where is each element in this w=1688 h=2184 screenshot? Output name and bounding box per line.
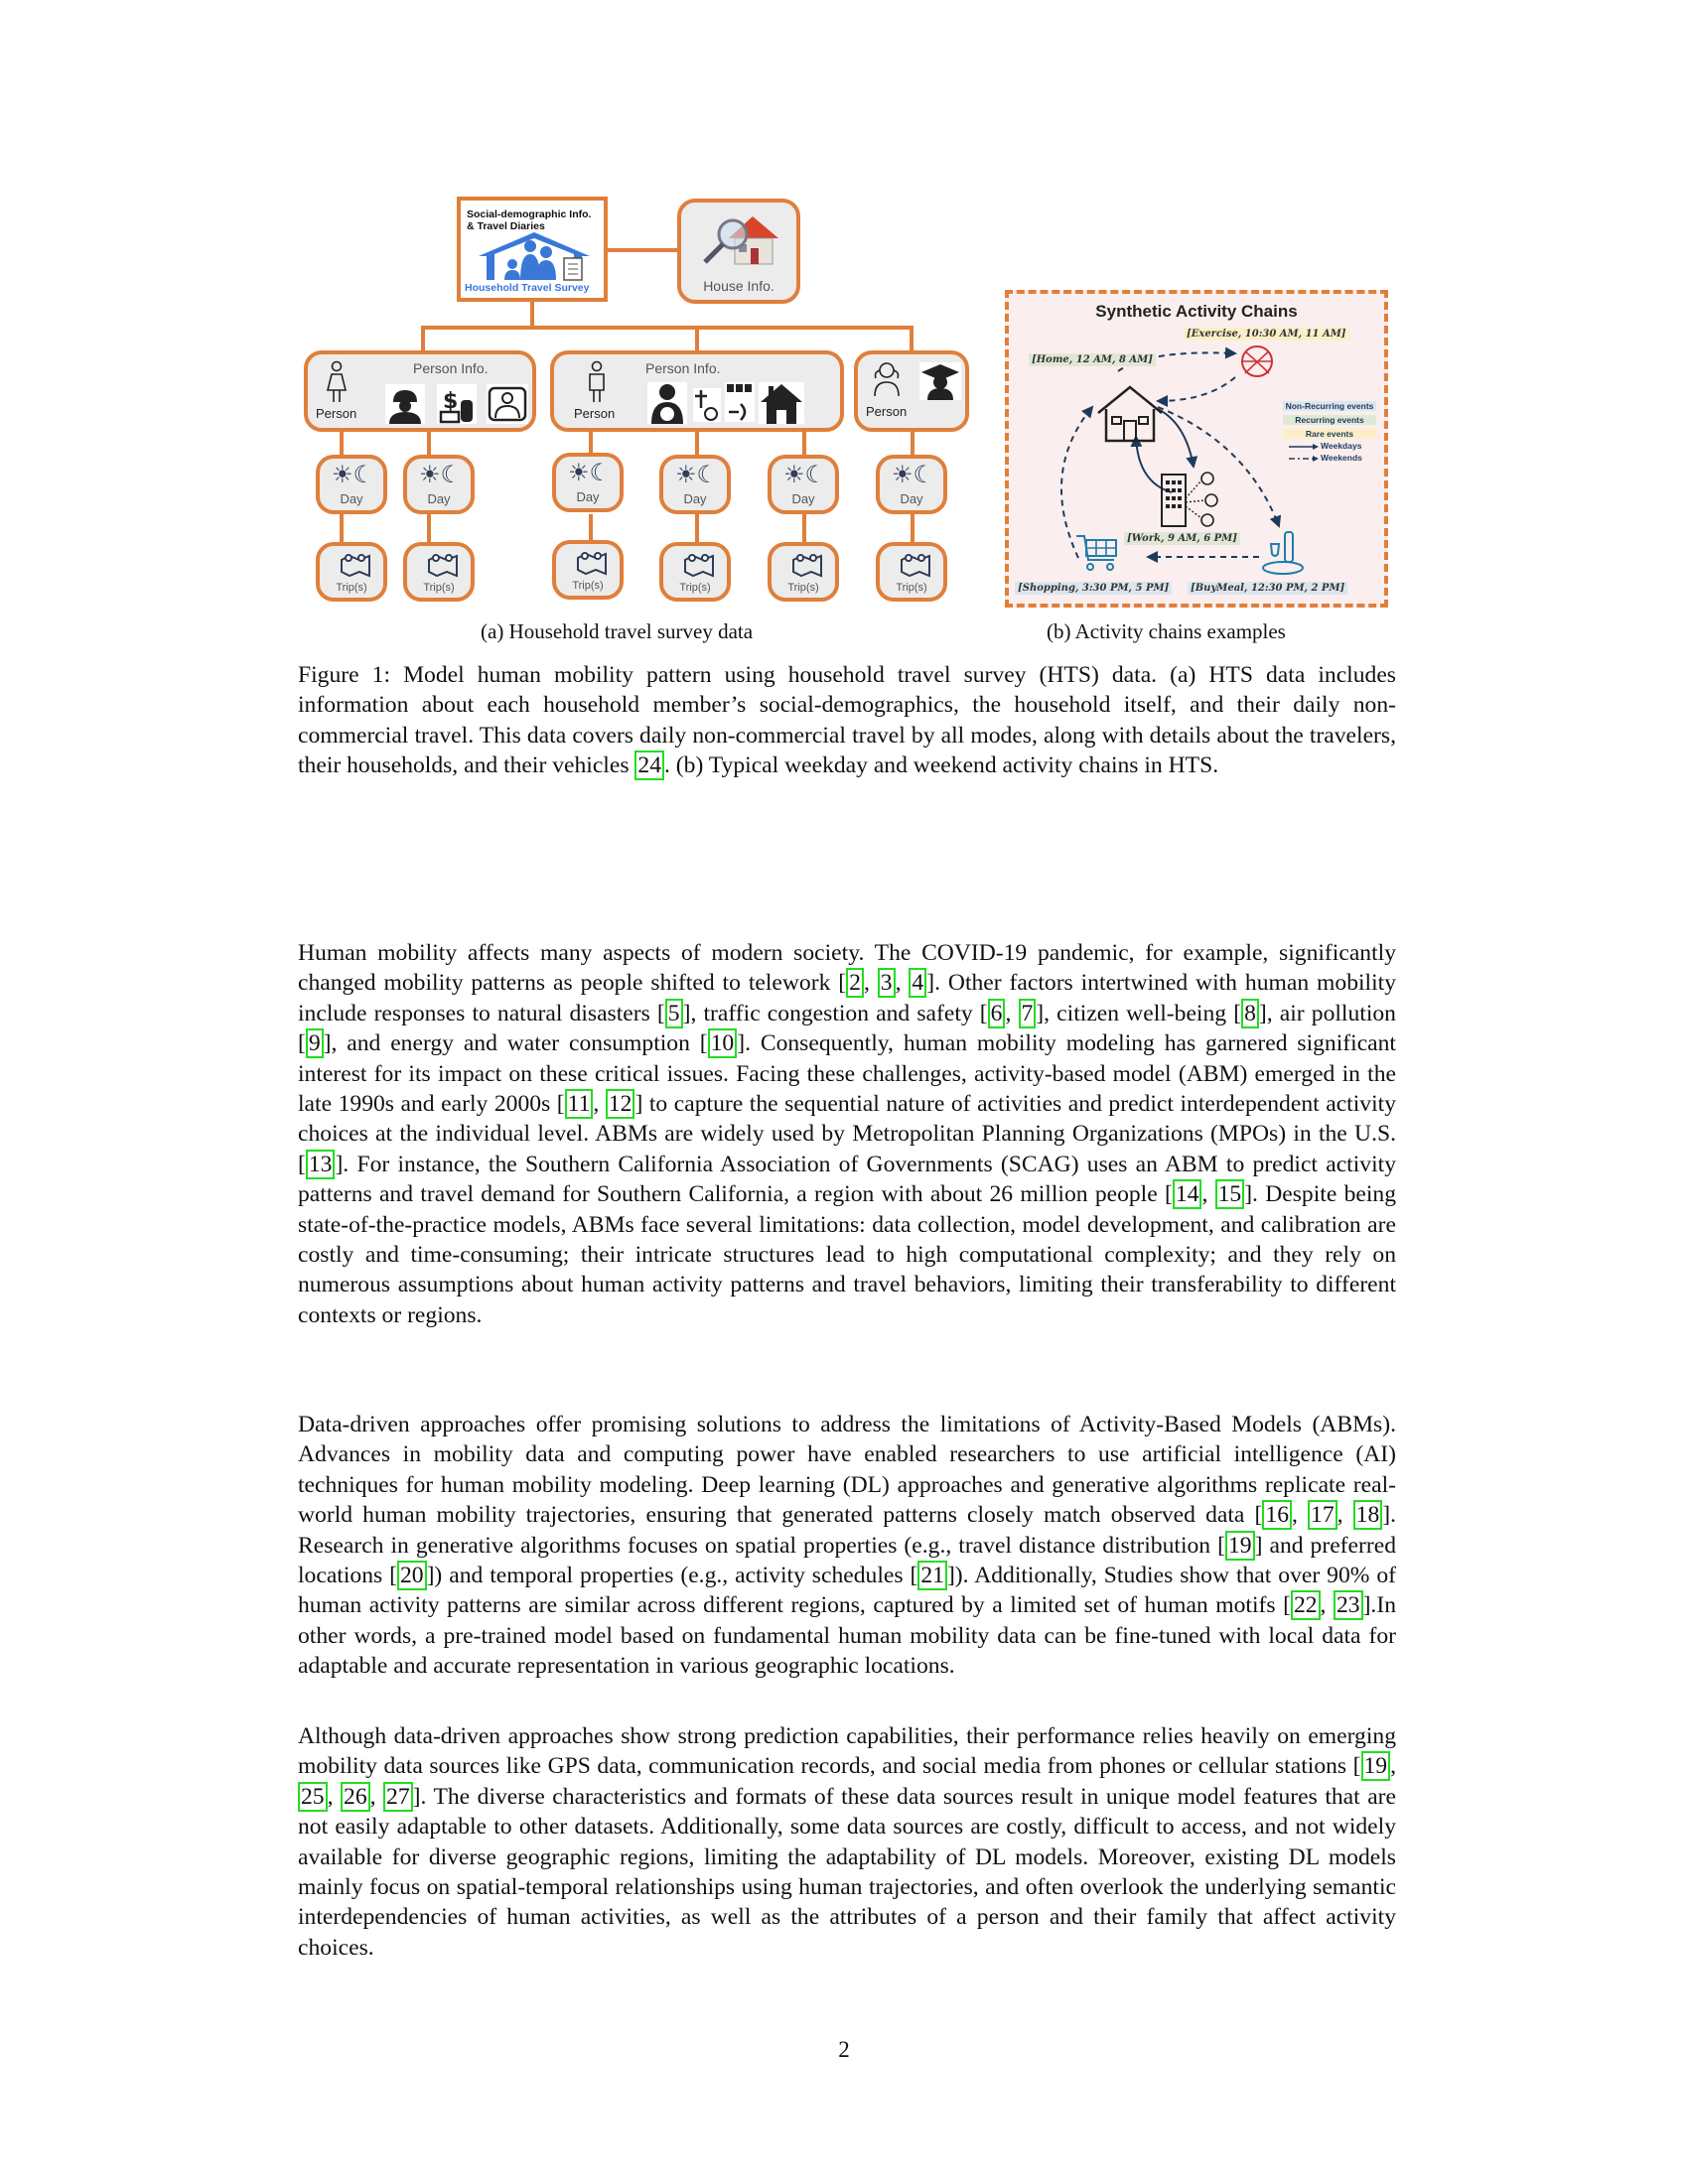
map-pins-icon [427,552,459,578]
day-node [768,455,839,514]
basketball-icon [1239,343,1275,379]
sun-moon-icon: ☀☾ [419,462,463,488]
map-pins-icon [576,550,608,576]
person-label: Person [866,404,908,419]
driver-icon [647,382,687,424]
citation-link[interactable]: 14 [1173,1179,1202,1209]
trip-label: Trip(s) [679,582,711,594]
paragraph-1: Human mobility affects many aspects of modern society. The COVID-19 pandemic, for example, significantly changed mobility patterns as people shifted to telework [ 2 , 3 , 4 ]. Other factors intertwined with human mobility include responses to natural disasters [ 5 ], traffic congestion and safety [ 6 , 7 ], citizen well-being [ 8 ], air pollution [ 9 ], and energy and water consumption [ 10 ]. Consequently, human mobility modeling has garnered significant interest for its impact on these critical issues. Facing these challenges, activity-based model (ABM) emerged in the late 1990s and early 2000s [ 11 , 12 ] to capture the sequential nature of activities and predict interdependent activity choices at the individual level. ABMs are widely used by Metropolitan Planning Organizations (MPOs) in the U.S. [ 13 ]. For instance, the Southern California Association of Governments (SCAG) uses an ABM to predict activity patterns and travel demand for Southern California, a region with about 26 million people [ 14 , 15 ]. Despite being state-of-the-practice models, ABMs face several limitations: data collection, model development, and calibration are costly and time-consuming; their intricate structures lead to high computational complexity; and they rely on numerous assumptions about human activity patterns and travel behaviors, limiting their transferability to different contexts or regions. [298,940,1397,1328]
citation-link[interactable]: 7 [1019,999,1037,1028]
trip-label: Trip(s) [896,582,927,594]
citation-link[interactable]: 18 [1353,1500,1383,1530]
day-label: Day [791,491,815,506]
page-number: 2 [838,2037,850,2062]
religion-icon [693,388,721,422]
shopping-cart-icon [1074,532,1120,572]
citation-link[interactable]: 6 [988,999,1006,1028]
person-label: Person [574,406,616,421]
diagram-title: Synthetic Activity Chains [1095,302,1298,321]
person-info-label: Person Info. [645,360,721,376]
citation-link[interactable]: 15 [1215,1179,1245,1209]
occupation-icon [487,384,528,424]
citation-link[interactable]: 10 [708,1028,738,1058]
activity-tag-home: [Home, 12 AM, 8 AM] [1029,353,1156,366]
trip-label: Trip(s) [787,582,819,594]
citation-link[interactable]: 19 [1225,1531,1255,1561]
day-label: Day [683,491,707,506]
trip-node [768,542,839,602]
connector [608,248,679,252]
activity-tag-buymeal: [BuyMeal, 12:30 PM, 2 PM] [1188,582,1347,595]
connector [911,429,914,455]
connector [427,429,431,455]
citation-link[interactable]: 22 [1291,1590,1321,1620]
person-label: Person [316,406,357,421]
citation-link[interactable]: 24 [634,751,664,780]
sun-moon-icon: ☀☾ [332,462,375,488]
citation-link[interactable]: 4 [909,968,926,998]
connector [695,429,699,455]
svg-text:$: $ [443,389,459,414]
citation-link[interactable]: 5 [665,999,683,1028]
meal-icon [1259,528,1307,576]
legend-non-recurring: Non-Recurring events [1283,401,1376,411]
day-node [316,455,387,514]
subfigure-caption-b: (b) Activity chains examples [1047,619,1286,643]
connector [695,514,699,544]
sun-moon-icon: ☀☾ [568,460,612,486]
person-girl-icon [870,360,904,396]
citation-link[interactable]: 26 [341,1782,370,1812]
connector [589,429,593,455]
legend-rare: Rare events [1283,429,1376,439]
citation-link[interactable]: 8 [1241,999,1259,1028]
person-node-3 [854,350,969,432]
citation-link[interactable]: 16 [1262,1500,1292,1530]
map-pins-icon [340,552,371,578]
trip-node [316,542,387,602]
person-node-1 [304,350,536,432]
citation-link[interactable]: 23 [1334,1590,1363,1620]
trip-label: Trip(s) [336,582,367,594]
citation-link[interactable]: 25 [298,1782,328,1812]
citation-link[interactable]: 13 [306,1150,336,1179]
activity-tag-exercise: [Exercise, 10:30 AM, 11 AM] [1184,328,1349,341]
family-house-icon [475,230,594,282]
connector [695,326,699,351]
citation-link[interactable]: 21 [917,1561,947,1590]
trip-node [552,540,624,600]
sun-moon-icon: ☀☾ [892,462,935,488]
legend-recurring: Recurring events [1283,415,1376,425]
connector [340,429,344,455]
activity-tag-shopping: [Shopping, 3:30 PM, 5 PM] [1015,582,1172,595]
income-icon [437,384,477,424]
hts-title: Social-demographic Info. & Travel Diaries [467,208,592,232]
day-node [403,455,475,514]
sun-moon-icon: ☀☾ [675,462,719,488]
day-node [659,455,731,514]
sun-moon-icon: ☀☾ [783,462,827,488]
day-node [876,455,947,514]
paragraph-3: Although data-driven approaches show strong prediction capabilities, their performance relies heavily on emerging mobility data sources like GPS data, communication records, and social media from phones or cellular stations [ 19 , 25 , 26 , 27 ]. The diverse characteristics and formats of these data sources result in unique model features that are not easily adaptable to other datasets. Additionally, some data sources are costly, difficult to access, and not widely available for diverse geographic regions, limiting the adaptability of DL models. Moreover, existing DL models mainly focus on spatial-temporal relationships using human trajectories, and often overlook the underlying semantic interdependencies of human activities, as well as the attributes of a person and their family that affect activity choices. [298,1723,1397,1961]
activity-chains-diagram [1005,290,1388,608]
connector [802,514,806,544]
trip-node [876,542,947,602]
home-icon [1096,385,1164,443]
house-info-node [677,199,800,304]
paragraph-2: Data-driven approaches offer promising solutions to address the limitations of Activity-Based Models (ABMs). Advances in mobility data and computing power have enabled researchers to use artificial intelligence (AI) techniques for human mobility modeling. Deep learning (DL) approaches and generative algorithms replicate real-world human mobility trajectories, ensuring that generated patterns closely match observed data [ 16 , 17 , 18 ]. Research in generative algorithms focuses on spatial properties (e.g., travel distance distribution [ 19 ] and preferred locations [ 20 ]) and temporal properties (e.g., activity schedules [ 21 ]). Additionally, Studies show that over 90% of human activity patterns are similar across different regions, captured by a limited set of human motifs [ 22 , 23 ].In other words, a pre-trained model based on fundamental human mobility data can be fine-tuned with local data for adaptable and accurate representation in various geographic locations. [298,1412,1397,1680]
citation-link[interactable]: 27 [383,1782,413,1812]
map-pins-icon [900,552,931,578]
home-icon [759,382,804,424]
person-female-icon [324,360,350,404]
trip-node [403,542,475,602]
citation-link[interactable]: 17 [1308,1500,1337,1530]
connector [427,514,431,544]
connector [340,514,344,544]
office-building-icon [1158,469,1227,528]
trip-node [659,542,731,602]
citation-link[interactable]: 11 [565,1089,594,1119]
citation-link[interactable]: 12 [606,1089,635,1119]
person-info-label: Person Info. [413,360,489,376]
hts-subtitle: Household Travel Survey [465,282,590,294]
student-icon [919,362,961,400]
figure-caption: Figure 1: Model human mobility pattern using household travel survey (HTS) data. (a) HTS data includes information about each household member’s social-demographics, the household itself, and their daily non-commercial travel. This data covers daily non-commercial travel by all modes, along with details about the travelers, their households, and their vehicles 24 . (b) Typical weekday and weekend activity chains in HTS. [298,662,1396,779]
connector [421,326,425,351]
citation-link[interactable]: 3 [878,968,896,998]
legend-weekdays: Weekdays [1321,441,1362,451]
worker-icon [385,384,425,424]
house-search-icon [699,208,782,270]
day-label: Day [340,491,363,506]
citation-link[interactable]: 19 [1361,1751,1391,1781]
citation-link[interactable]: 9 [306,1028,324,1058]
map-pins-icon [791,552,823,578]
day-label: Day [576,489,600,504]
day-node [552,453,624,512]
citation-link[interactable]: 2 [846,968,864,998]
person-male-icon [584,360,610,404]
connector [530,302,534,328]
household-travel-survey-node [457,197,608,302]
person-node-2 [550,350,844,432]
map-pins-icon [683,552,715,578]
family-icon [725,382,755,422]
subfigure-caption-a: (a) Household travel survey data [481,619,754,643]
connector [911,514,914,544]
day-label: Day [427,491,451,506]
dashed-arrow-icon [1289,455,1319,463]
connector [421,326,912,330]
trip-label: Trip(s) [423,582,455,594]
connector [910,326,914,351]
trip-label: Trip(s) [572,580,604,592]
day-label: Day [900,491,923,506]
house-info-label: House Info. [703,278,774,294]
citation-link[interactable]: 20 [397,1561,427,1590]
solid-arrow-icon [1289,443,1319,451]
connector [802,429,806,455]
legend-weekends: Weekends [1321,453,1362,463]
activity-tag-work: [Work, 9 AM, 6 PM] [1124,532,1240,545]
